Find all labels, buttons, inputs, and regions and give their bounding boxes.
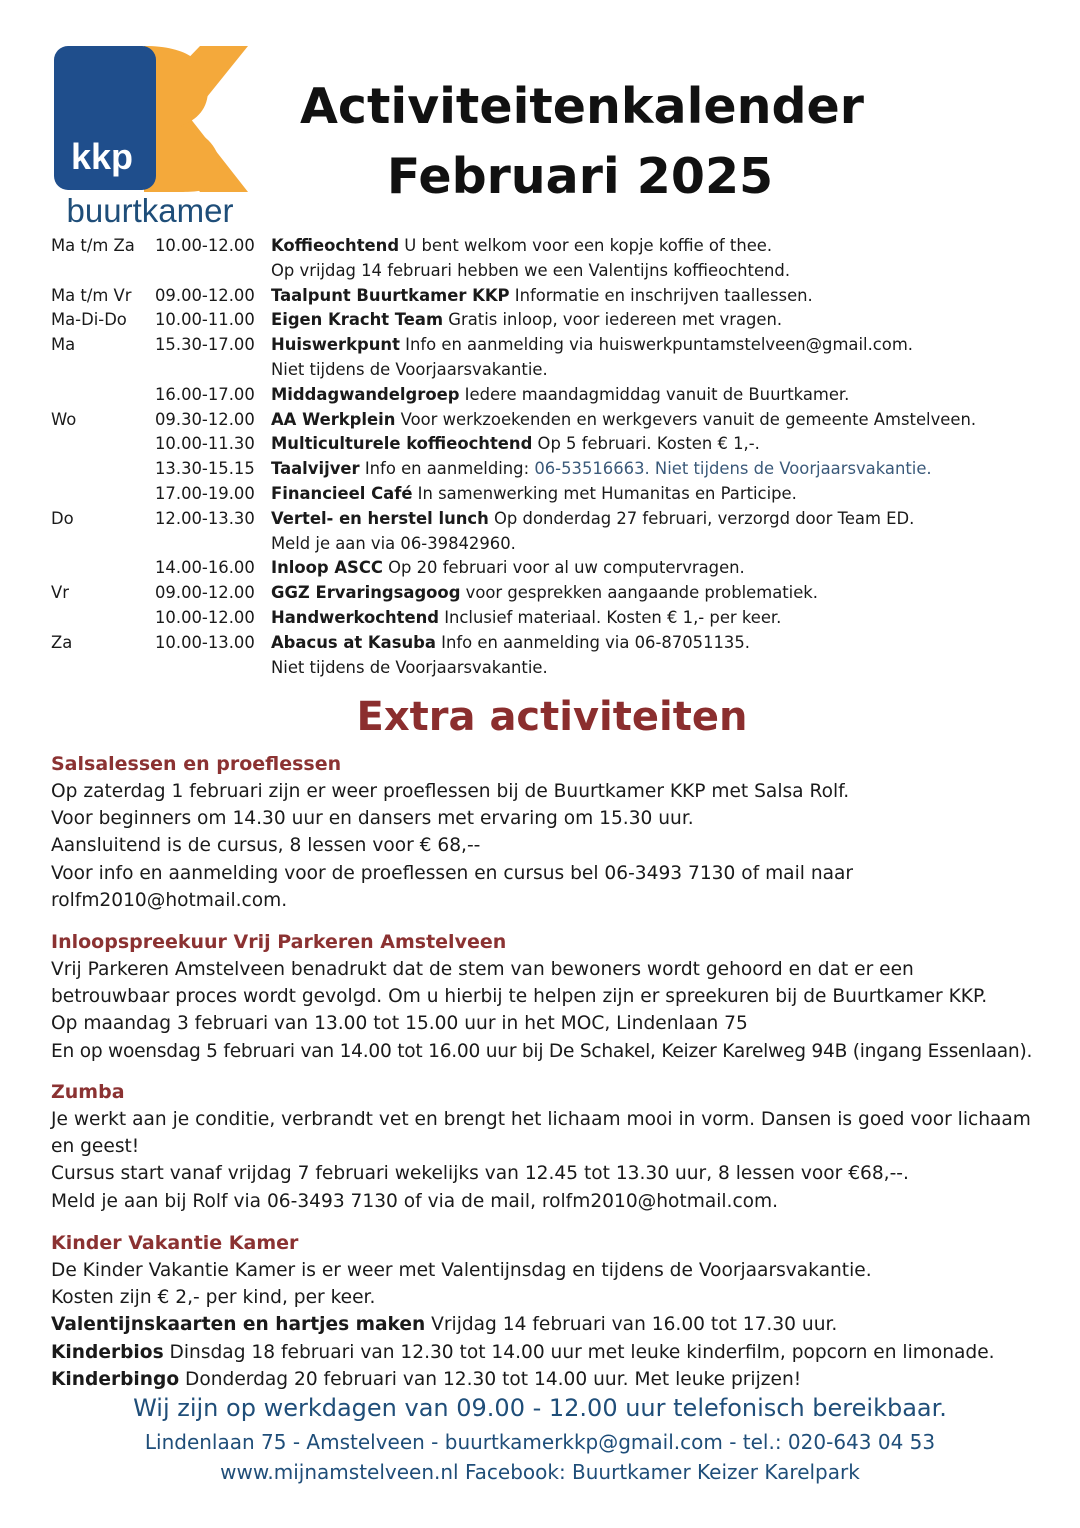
schedule-time: 09.00-12.00 <box>155 583 255 603</box>
logo-letters: kkp <box>70 136 134 177</box>
schedule-day <box>51 532 155 557</box>
schedule-time: 10.00-12.00 <box>155 607 255 627</box>
activity-name: Inloop ASCC <box>271 558 383 578</box>
activity-name: Abacus at Kasuba <box>271 632 436 652</box>
logo-mark-icon <box>52 44 252 224</box>
schedule-time <box>155 259 271 284</box>
activity-detail: In samenwerking met Humanitas en Participe. <box>412 483 797 503</box>
kinder-item <box>51 1339 1051 1366</box>
activity-name: Multiculturele koffieochtend <box>271 434 533 454</box>
kinder-item-name: Kinderbingo <box>51 1368 180 1390</box>
kinder-item <box>51 1366 1051 1393</box>
kinder-line: De Kinder Vakantie Kamer is er weer met Valentijnsdag en tijdens de Voorjaarsvakantie. <box>51 1260 872 1281</box>
salsa-section <box>51 751 1051 914</box>
schedule-day <box>51 606 155 631</box>
zumba-section <box>51 1079 1051 1215</box>
salsa-line: Op zaterdag 1 februari zijn er weer proeflessen bij de Buurtkamer KKP met Salsa Rolf. <box>51 781 850 802</box>
schedule-time: 09.30-12.00 <box>155 409 255 429</box>
schedule-description <box>271 532 1051 557</box>
schedule-day <box>51 656 155 681</box>
activity-detail: voor gesprekken aangaande problematiek. <box>460 583 819 603</box>
footer-address: Lindenlaan 75 - Amstelveen - buurtkamerkkp@gmail.com - tel.: 020-643 04 53 <box>144 1430 936 1454</box>
schedule-time: 10.00-12.00 <box>155 236 255 255</box>
schedule-description <box>271 408 1051 433</box>
schedule-row <box>51 408 1051 433</box>
schedule-row <box>51 333 1051 358</box>
schedule-row <box>51 383 1051 408</box>
schedule-day <box>51 432 155 457</box>
parkeren-line: Op maandag 3 februari van 13.00 tot 15.00 uur in het MOC, Lindenlaan 75 <box>51 1013 748 1035</box>
schedule-time <box>155 532 271 557</box>
parkeren-section <box>51 929 1051 1065</box>
activity-name: GGZ Ervaringsagoog <box>271 583 461 603</box>
schedule-time: 10.00-13.00 <box>155 632 255 652</box>
parkeren-heading: Inloopspreekuur Vrij Parkeren Amstelveen <box>51 931 507 953</box>
schedule-description <box>271 581 1051 606</box>
page-title <box>300 72 864 212</box>
schedule-row <box>51 482 1051 507</box>
activity-detail: Iedere maandagmiddag vanuit de Buurtkamer. <box>459 384 850 404</box>
schedule-day <box>51 383 155 408</box>
activity-detail-highlight: 06-53516663. Niet tijdens de Voorjaarsvakantie. <box>534 459 932 479</box>
activity-detail: Inclusief materiaal. Kosten € 1,- per keer. <box>438 607 782 627</box>
zumba-heading: Zumba <box>51 1081 125 1103</box>
title-line-2: Februari 2025 <box>386 148 774 205</box>
schedule-time: 12.00-13.30 <box>155 508 255 528</box>
activity-name: Financieel Café <box>271 483 413 503</box>
activity-name: Handwerkochtend <box>271 607 439 627</box>
salsa-heading: Salsalessen en proeflessen <box>51 753 342 775</box>
kinder-section <box>51 1230 1051 1393</box>
schedule-day: Za <box>51 632 73 652</box>
activity-detail: Op 20 februari voor al uw computervragen. <box>382 558 745 578</box>
activity-name: Taalpunt Buurtkamer KKP <box>271 285 510 305</box>
schedule-row <box>51 606 1051 631</box>
schedule-time: 09.00-12.00 <box>155 285 255 305</box>
salsa-line: Aansluitend is de cursus, 8 lessen voor € 68,-- <box>51 835 481 857</box>
schedule-row <box>51 556 1051 581</box>
schedule-row <box>51 656 1051 681</box>
schedule-row <box>51 358 1051 383</box>
kinder-item-name: Kinderbios <box>51 1341 164 1363</box>
schedule-day: Do <box>51 508 74 528</box>
title-line-1: Activiteitenkalender <box>300 78 864 135</box>
schedule-time <box>155 358 271 383</box>
activity-detail: Niet tijdens de Voorjaarsvakantie. <box>271 657 548 677</box>
schedule-day: Vr <box>51 583 69 603</box>
activity-name: Koffieochtend <box>271 236 400 255</box>
schedule-day: Ma t/m Za <box>51 236 135 255</box>
schedule-day: Ma t/m Vr <box>51 285 132 305</box>
parkeren-line: Vrij Parkeren Amstelveen benadrukt dat de stem van bewoners wordt gehoord en dat er een <box>51 959 914 980</box>
schedule-time: 10.00-11.30 <box>155 434 255 454</box>
kinder-item-desc: Dinsdag 18 februari van 12.30 tot 14.00 uur met leuke kinderfilm, popcorn en limonade. <box>163 1341 995 1363</box>
schedule-description <box>271 432 1051 457</box>
schedule-row <box>51 631 1051 656</box>
kinder-heading: Kinder Vakantie Kamer <box>51 1232 299 1254</box>
schedule-row <box>51 432 1051 457</box>
activity-detail: Info en aanmelding via huiswerkpuntamstelveen@gmail.com. <box>399 335 914 355</box>
schedule-description <box>271 457 1051 482</box>
schedule-row <box>51 284 1051 309</box>
schedule-description <box>271 606 1051 631</box>
schedule-day <box>51 457 155 482</box>
schedule-description <box>271 631 1051 656</box>
activity-detail: Informatie en inschrijven taallessen. <box>509 285 813 305</box>
schedule-row <box>51 507 1051 532</box>
activity-detail: U bent welkom voor een kopje koffie of thee. <box>399 236 773 255</box>
schedule-description <box>271 656 1051 681</box>
buurtkamer-kkp-logo <box>52 44 252 224</box>
parkeren-line: betrouwbaar proces wordt gevolgd. Om u hierbij te helpen zijn er spreekuren bij de Buurtkamer KKP. <box>51 986 988 1008</box>
activity-detail: Op vrijdag 14 februari hebben we een Valentijns koffieochtend. <box>271 260 791 280</box>
activity-name: Vertel- en herstel lunch <box>271 508 489 528</box>
schedule-time: 10.00-11.00 <box>155 310 255 330</box>
schedule-time: 16.00-17.00 <box>155 384 255 404</box>
extra-activities-title: Extra activiteiten <box>356 694 748 740</box>
schedule-row <box>51 308 1051 333</box>
activity-detail: Voor werkzoekenden en werkgevers vanuit de gemeente Amstelveen. <box>395 409 977 429</box>
parkeren-line: En op woensdag 5 februari van 14.00 tot 16.00 uur bij De Schakel, Keizer Karelweg 94B (ingang Essenlaan). <box>51 1040 1033 1062</box>
schedule-description <box>271 383 1051 408</box>
schedule-time: 17.00-19.00 <box>155 483 255 503</box>
schedule-day <box>51 358 155 383</box>
schedule-time <box>155 656 271 681</box>
schedule-description <box>271 556 1051 581</box>
activity-schedule <box>51 234 1051 680</box>
schedule-time: 14.00-16.00 <box>155 558 255 578</box>
salsa-line: Voor beginners om 14.30 uur en dansers met ervaring om 15.30 uur. <box>51 808 694 830</box>
kinder-item-name: Valentijnskaarten en hartjes maken <box>51 1314 426 1336</box>
schedule-description <box>271 482 1051 507</box>
schedule-description <box>271 333 1051 358</box>
activity-detail: Op 5 februari. Kosten € 1,-. <box>532 434 760 454</box>
schedule-row <box>51 532 1051 557</box>
schedule-description <box>271 234 1051 259</box>
schedule-row <box>51 234 1051 259</box>
schedule-day <box>51 556 155 581</box>
schedule-time: 15.30-17.00 <box>155 335 255 355</box>
schedule-row <box>51 581 1051 606</box>
activity-detail: Op donderdag 27 februari, verzorgd door Team ED. <box>488 508 915 528</box>
activity-detail: Meld je aan via 06-39842960. <box>271 533 516 553</box>
schedule-day <box>51 259 155 284</box>
kinder-item <box>51 1311 1051 1338</box>
kinder-line: Kosten zijn € 2,- per kind, per keer. <box>51 1287 376 1309</box>
schedule-day: Wo <box>51 409 77 429</box>
zumba-line: Meld je aan bij Rolf via 06-3493 7130 of via de mail, rolfm2010@hotmail.com. <box>51 1190 779 1212</box>
activity-name: Taalvijver <box>271 459 360 479</box>
schedule-day <box>51 482 155 507</box>
schedule-description <box>271 284 1051 309</box>
activity-name: Huiswerkpunt <box>271 335 400 355</box>
activity-name: Eigen Kracht Team <box>271 310 444 330</box>
kinder-item-desc: Vrijdag 14 februari van 16.00 tot 17.30 uur. <box>425 1314 838 1336</box>
activity-detail: Info en aanmelding via 06-87051135. <box>435 632 751 652</box>
schedule-row <box>51 259 1051 284</box>
footer-web: www.mijnamstelveen.nl Facebook: Buurtkamer Keizer Karelpark <box>220 1460 860 1484</box>
schedule-description <box>271 308 1051 333</box>
kinder-item-desc: Donderdag 20 februari van 12.30 tot 14.00 uur. Met leuke prijzen! <box>179 1368 802 1390</box>
schedule-day: Ma <box>51 335 76 355</box>
schedule-description <box>271 507 1051 532</box>
activity-name: AA Werkplein <box>271 409 396 429</box>
activity-detail: Gratis inloop, voor iedereen met vragen. <box>443 310 783 330</box>
schedule-row <box>51 457 1051 482</box>
zumba-line: en geest! <box>51 1136 140 1158</box>
schedule-description <box>271 259 1051 284</box>
activity-name: Middagwandelgroep <box>271 384 460 404</box>
logo-wordmark: buurtkamer <box>66 192 234 224</box>
schedule-day: Ma-Di-Do <box>51 310 127 330</box>
activity-detail: Niet tijdens de Voorjaarsvakantie. <box>271 359 548 379</box>
footer-phone-hours: Wij zijn op werkdagen van 09.00 - 12.00 uur telefonisch bereikbaar. <box>133 1394 947 1422</box>
zumba-line: Cursus start vanaf vrijdag 7 februari wekelijks van 12.45 tot 13.30 uur, 8 lessen voor €68,--. <box>51 1163 909 1185</box>
schedule-description <box>271 358 1051 383</box>
zumba-line: Je werkt aan je conditie, verbrandt vet en brengt het lichaam mooi in vorm. Dansen is goed voor lichaam <box>51 1109 1031 1130</box>
salsa-line: Voor info en aanmelding voor de proeflessen en cursus bel 06-3493 7130 of mail naar <box>51 862 854 884</box>
schedule-time: 13.30-15.15 <box>155 459 255 479</box>
activity-detail: Info en aanmelding: <box>359 459 535 479</box>
salsa-line: rolfm2010@hotmail.com. <box>51 889 288 911</box>
